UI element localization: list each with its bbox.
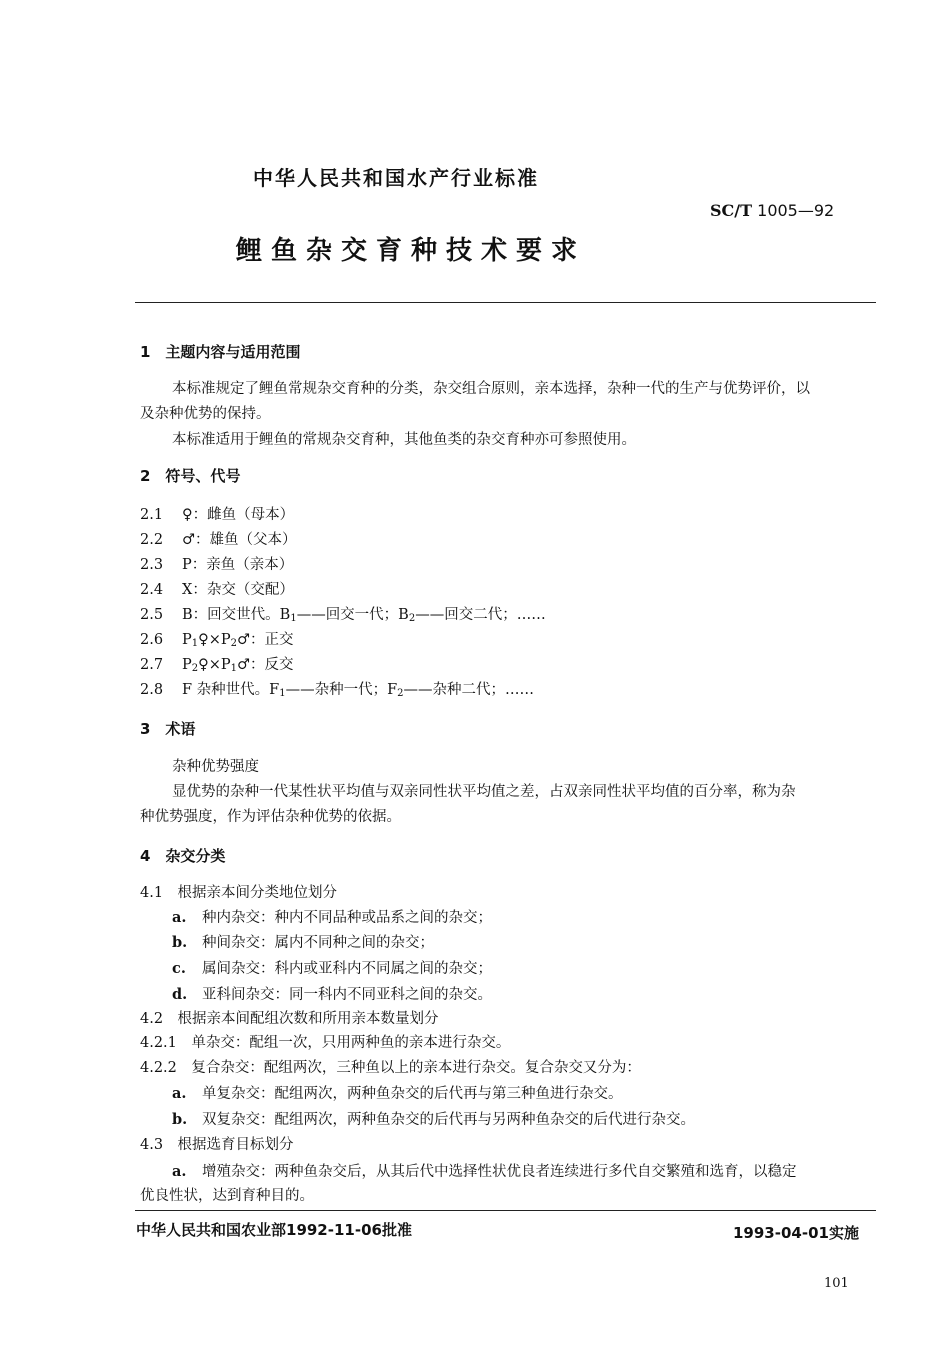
section-4-1-heading: 4.1 根据亲本间分类地位划分: [140, 885, 338, 901]
list-item: b. 种间杂交：属内不同种之间的杂交；: [172, 934, 434, 951]
list-item: c. 属间杂交：科内或亚科内不同属之间的杂交；: [172, 960, 492, 977]
page-number: 101: [824, 1276, 849, 1291]
section-1-paragraph-1-line-2: 及杂种优势的保持。: [140, 406, 271, 422]
symbol-item-reciprocal-cross: 2.7 $P_2♀\times P_1♂$：反交: [140, 657, 294, 674]
approval-line: 中华人民共和国农业部1992-11-06批准: [136, 1221, 412, 1239]
symbol-item-direct-cross: 2.6 $P_1♀\times P_2♂$：正交: [140, 632, 294, 649]
section-4-2-2-text: 4.2.2 复合杂交：配组两次，三种鱼以上的亲本进行杂交。复合杂交又分为：: [140, 1060, 641, 1076]
term-name: 杂种优势强度: [172, 759, 259, 775]
section-2-heading: 2 符号、代号: [140, 467, 241, 485]
list-item: d. 亚科间杂交：同一科内不同亚科之间的杂交。: [172, 986, 492, 1003]
footer-divider: [135, 1210, 876, 1211]
standard-code: [710, 201, 834, 220]
list-item: a. 单复杂交：配组两次，两种鱼杂交的后代再与第三种鱼进行杂交。: [172, 1085, 623, 1102]
section-4-3-heading: 4.3 根据选育目标划分: [140, 1137, 294, 1153]
term-definition-line-2: 种优势强度，作为评估杂种优势的依据。: [140, 809, 401, 825]
section-1-paragraph-1-line-1: 本标准规定了鲤鱼常规杂交育种的分类，杂交组合原则，亲本选择，杂种一代的生产与优势评价，以: [172, 381, 810, 397]
symbol-item-backcross: 2.5 B：回交世代。$B_1——$回交一代；$B_2——$回交二代；……: [140, 607, 546, 624]
list-item-continuation: 优良性状，达到育种目的。: [140, 1188, 314, 1204]
symbol-item: 2.3 P：亲鱼（亲本）: [140, 557, 294, 573]
list-item: a. 种内杂交：种内不同品种或品系之间的杂交；: [172, 909, 492, 926]
symbol-item-hybrid-generation: 2.8 F 杂种世代。$F_1——$杂种一代；$F_2——$杂种二代；……: [140, 682, 535, 699]
symbol-item: 2.2 ♂：雄鱼（父本）: [140, 532, 297, 548]
list-item: b. 双复杂交：配组两次，两种鱼杂交的后代再与另两种鱼杂交的后代进行杂交。: [172, 1111, 695, 1128]
effective-date: 1993-04-01实施: [733, 1224, 859, 1242]
section-4-heading: 4 杂交分类: [140, 847, 226, 865]
standard-code-number: 1005—92: [757, 201, 835, 220]
term-definition-line-1: 显优势的杂种一代某性状平均值与双亲同性状平均值之差，占双亲同性状平均值的百分率，称为杂: [172, 784, 796, 800]
standard-code-prefix: SC/T: [710, 201, 753, 220]
document-title: 鲤鱼杂交育种技术要求: [236, 236, 587, 266]
section-4-2-heading: 4.2 根据亲本间配组次数和所用亲本数量划分: [140, 1011, 439, 1027]
section-4-2-1-text: 4.2.1 单杂交：配组一次，只用两种鱼的亲本进行杂交。: [140, 1035, 511, 1051]
list-item: a. 增殖杂交：两种鱼杂交后，从其后代中选择性状优良者连续进行多代自交繁殖和选育，以稳定: [172, 1163, 797, 1180]
symbol-item: 2.4 X：杂交（交配）: [140, 582, 294, 598]
section-1-paragraph-2: 本标准适用于鲤鱼的常规杂交育种，其他鱼类的杂交育种亦可参照使用。: [172, 432, 636, 448]
section-3-heading: 3 术语: [140, 720, 196, 738]
standard-org-heading: 中华人民共和国水产行业标准: [253, 166, 539, 190]
section-1-heading: 1 主题内容与适用范围: [140, 343, 301, 361]
symbol-item: 2.1 ♀：雌鱼（母本）: [140, 507, 295, 523]
header-divider: [135, 302, 876, 303]
